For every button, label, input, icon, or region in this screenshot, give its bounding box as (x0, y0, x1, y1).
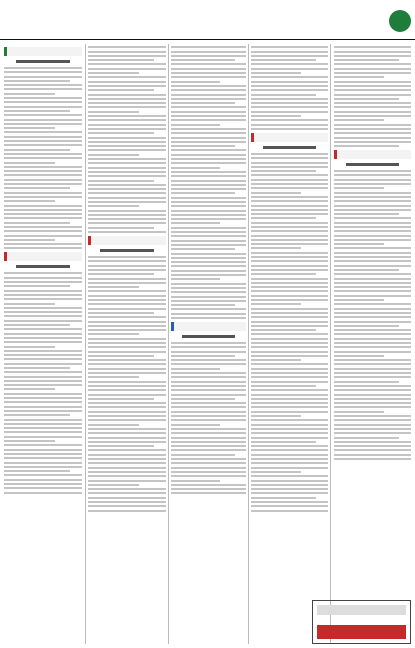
column-1 (4, 44, 82, 644)
column-1-section-band-2 (4, 252, 82, 261)
page-number (389, 10, 411, 32)
footer-banner (312, 600, 411, 644)
banner-title (317, 605, 406, 615)
column-4-section-band (251, 133, 328, 142)
newspaper-name (4, 12, 204, 24)
banner-url (317, 625, 406, 639)
column-5 (334, 44, 411, 596)
column-4 (251, 44, 328, 644)
column-3-section-band (171, 322, 246, 331)
column-3 (171, 44, 246, 644)
page-header (0, 0, 415, 40)
column-5-section-band (334, 150, 411, 159)
section-tag (361, 6, 411, 36)
column-1-section-band (4, 47, 82, 56)
column-2 (88, 44, 166, 644)
column-2-section-band (88, 236, 166, 245)
